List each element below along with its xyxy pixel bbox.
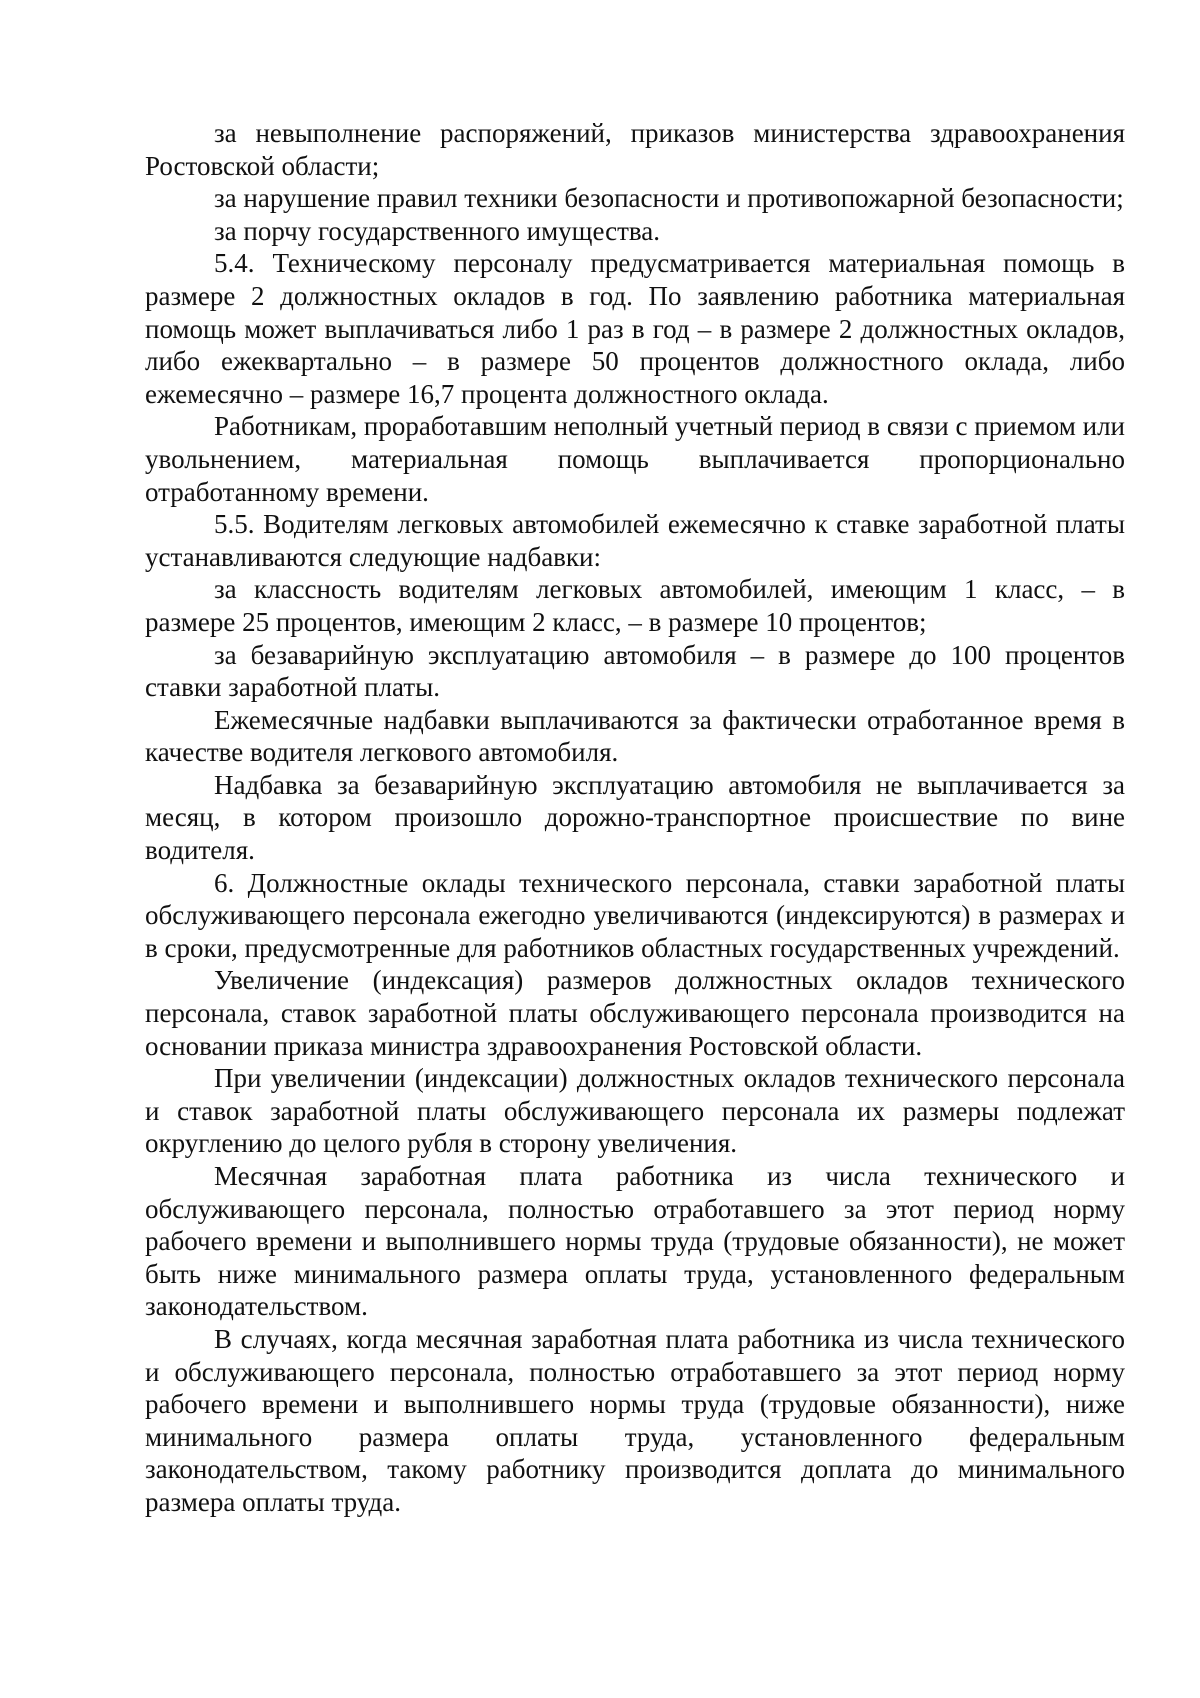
paragraph-driver-class: за классность водителям легковых автомобилей, имеющим 1 класс, – в размере 25 процентов, имеющим 2 класс, – в размере 10 процентов; [145, 574, 1125, 637]
paragraph-partial-period: Работникам, проработавшим неполный учетный период в связи с приемом или увольнением, материальная помощь выплачивается пропорционально отработанному времени. [145, 411, 1125, 507]
paragraph-5-4-material-aid: 5.4. Техническому персоналу предусматривается материальная помощь в размере 2 должностных окладов в год. По заявлению работника материальная помощь может выплачиваться либо 1 раз в год – в размере 2 должностных окладов, либо ежеквартально – в размере 50 процентов должностного оклада, либо ежемесячно – размере 16,7 процента должностного оклада. [145, 248, 1125, 409]
paragraph-monthly-bonuses: Ежемесячные надбавки выплачиваются за фактически отработанное время в качестве водителя легкового автомобиля. [145, 704, 1125, 768]
paragraph-5-5-drivers: 5.5. Водителям легковых автомобилей ежемесячно к ставке заработной платы устанавливаются следующие надбавки: [145, 509, 1125, 572]
paragraph-6-indexation: 6. Должностные оклады технического персонала, ставки заработной платы обслуживающего персонала ежегодно увеличиваются (индексируются) в размерах и в сроки, предусмотренные для работников областных государственных учреждений. [145, 867, 1125, 963]
paragraph-safety-violation: за нарушение правил техники безопасности и противопожарной безопасности; [214, 183, 1124, 214]
paragraph-bonus-not-paid: Надбавка за безаварийную эксплуатацию автомобиля не выплачивается за месяц, в котором произошло дорожно-транспортное происшествие по вине водителя. [145, 769, 1125, 866]
paragraph-accident-free: за безаварийную эксплуатацию автомобиля – в размере до 100 процентов ставки заработной платы. [145, 639, 1125, 703]
paragraph-orders-violation: за невыполнение распоряжений, приказов министерства здравоохранения Ростовской области; [145, 118, 1125, 181]
paragraph-minimum-wage: Месячная заработная плата работника из числа технического и обслуживающего персонала, полностью отработавшего за этот период норму рабочего времени и выполнившего нормы труда (трудовые обязанности), не может быть ниже минимального размера оплаты труда, установленного федеральным законодательством. [145, 1161, 1125, 1322]
paragraph-property-damage: за порчу государственного имущества. [214, 215, 661, 246]
paragraph-rounding: При увеличении (индексации) должностных окладов технического персонала и ставок заработной платы обслуживающего персонала их размеры подлежат округлению до целого рубля в сторону увеличения. [145, 1063, 1125, 1159]
paragraph-surcharge: В случаях, когда месячная заработная плата работника из числа технического и обслуживающего персонала, полностью отработавшего за этот период норму рабочего времени и выполнившего нормы труда (трудовые обязанности), ниже минимального размера оплаты труда, установленного федеральным законодательством, такому работнику производится доплата до минимального размера оплаты труда. [145, 1323, 1125, 1517]
document-body [145, 117, 1125, 1519]
paragraph-indexation-order: Увеличение (индексация) размеров должностных окладов технического персонала, ставок заработной платы обслуживающего персонала производится на основании приказа министра здравоохранения Ростовской области. [145, 965, 1125, 1061]
